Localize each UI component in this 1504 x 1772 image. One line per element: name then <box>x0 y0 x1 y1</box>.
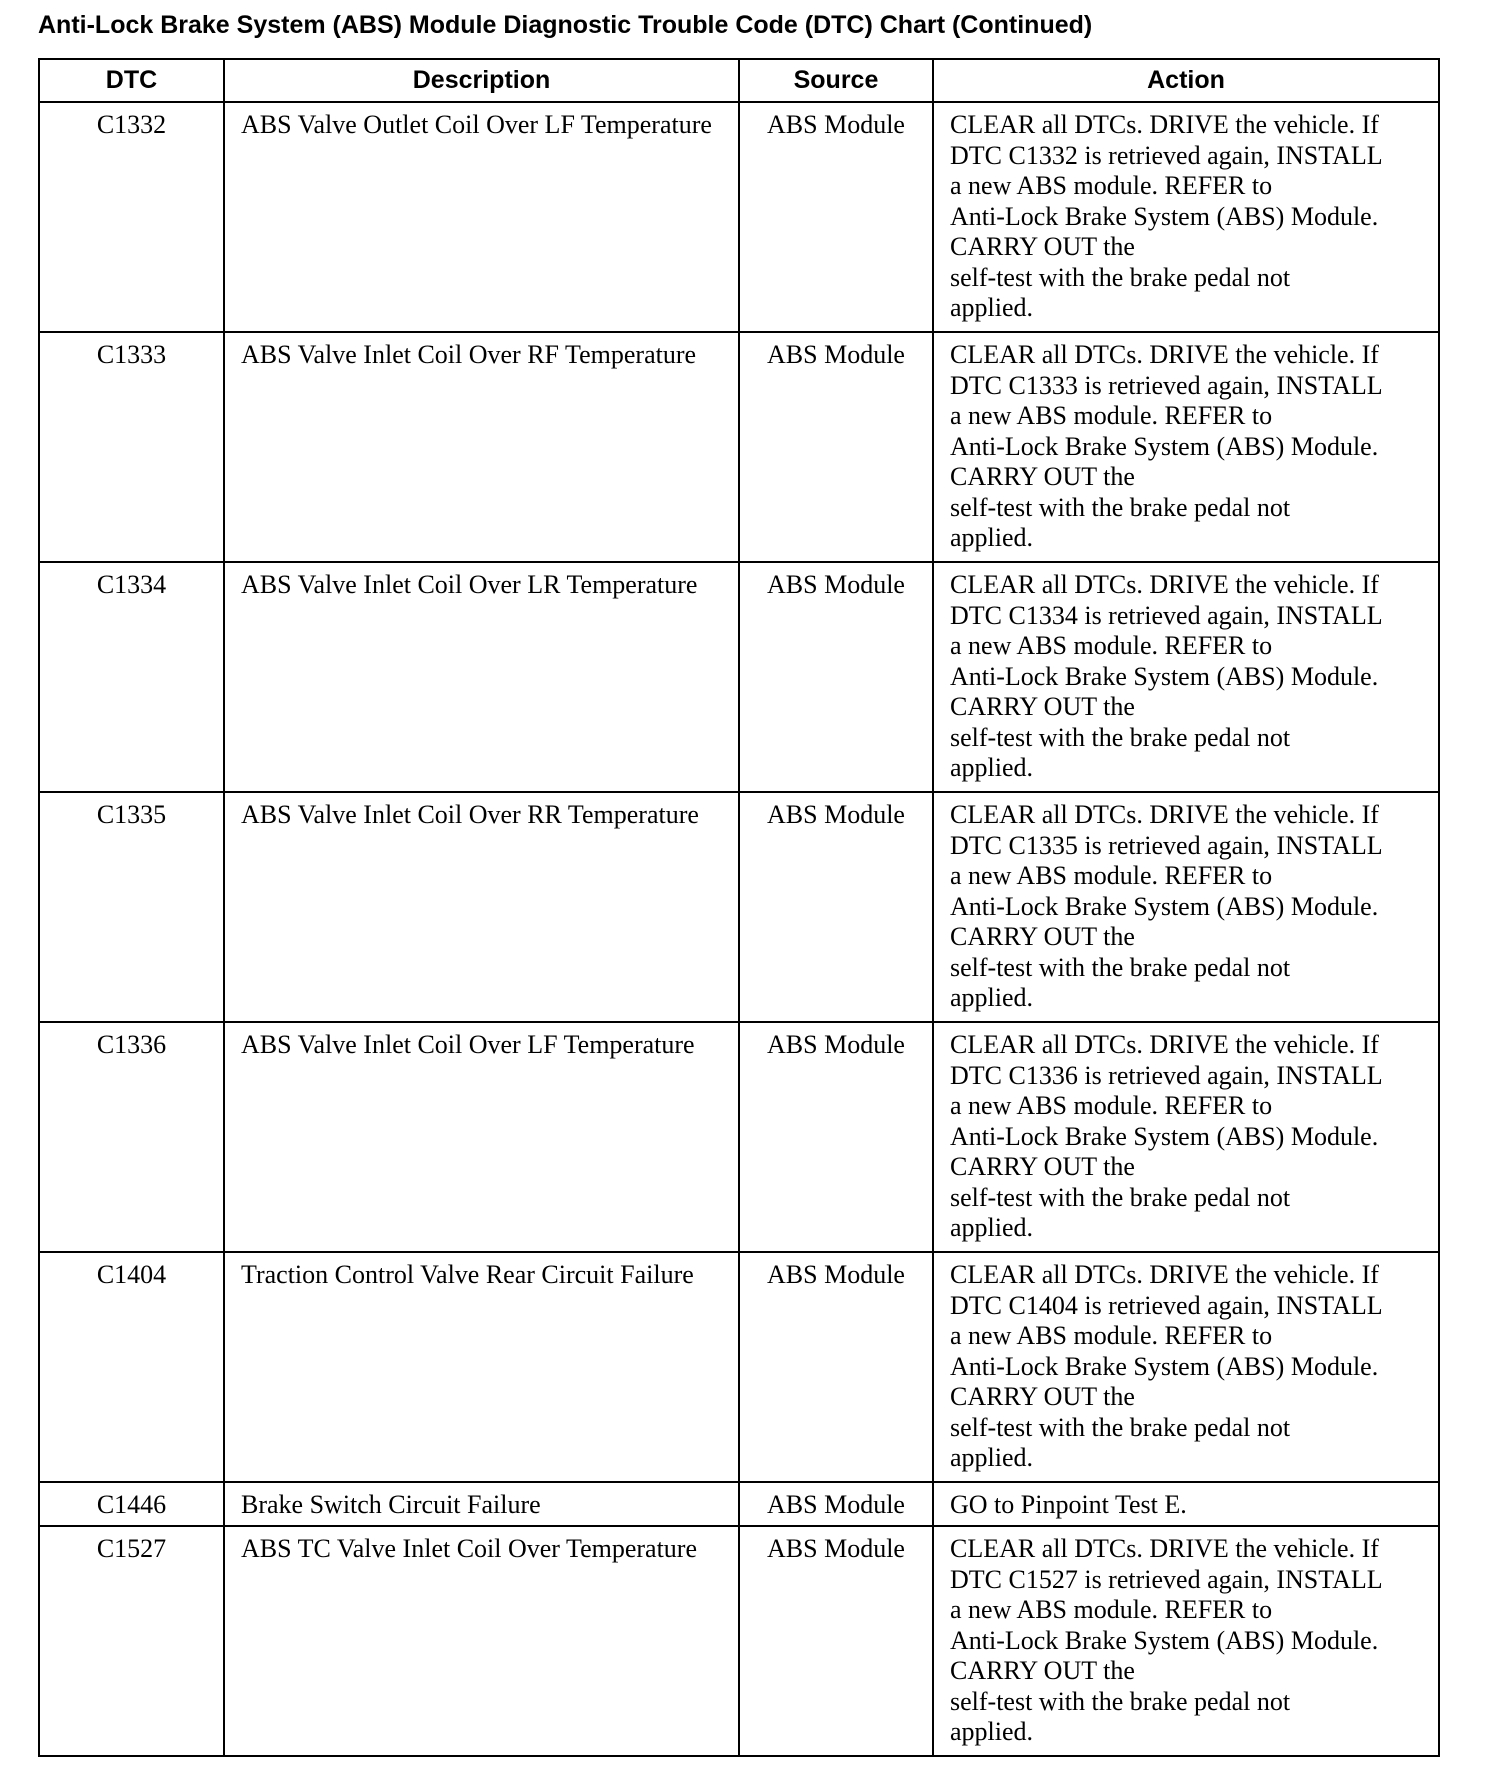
action-line: DTC C1334 is retrieved again, INSTALL <box>950 600 1383 630</box>
description-cell: ABS Valve Outlet Coil Over LF Temperature <box>224 102 739 332</box>
action-line: DTC C1404 is retrieved again, INSTALL <box>950 1290 1383 1320</box>
action-line: a new ABS module. REFER to <box>950 171 1273 200</box>
description-cell: Brake Switch Circuit Failure <box>224 1482 739 1526</box>
action-line: CARRY OUT the <box>950 232 1135 261</box>
table-row <box>39 562 1439 792</box>
action-line: Anti-Lock Brake System (ABS) Module. <box>950 1351 1379 1381</box>
dtc-code-cell: C1332 <box>39 102 224 332</box>
action-line: Anti-Lock Brake System (ABS) Module. <box>950 1625 1379 1655</box>
dtc-code-cell: C1335 <box>39 792 224 1022</box>
header-dtc: DTC <box>39 59 224 102</box>
action-line: CARRY OUT the <box>950 692 1135 721</box>
description-cell: ABS TC Valve Inlet Coil Over Temperature <box>224 1526 739 1756</box>
action-line: CARRY OUT the <box>950 1382 1135 1411</box>
source-cell: ABS Module <box>739 1482 933 1526</box>
action-line: a new ABS module. REFER to <box>950 861 1273 890</box>
action-line: CLEAR all DTCs. DRIVE the vehicle. If <box>950 800 1379 829</box>
action-line: CARRY OUT the <box>950 462 1135 491</box>
action-line: DTC C1336 is retrieved again, INSTALL <box>950 1060 1383 1090</box>
table-row <box>39 332 1439 562</box>
action-line: self-test with the brake pedal not <box>950 262 1291 292</box>
action-line: CARRY OUT the <box>950 1152 1135 1181</box>
action-line: a new ABS module. REFER to <box>950 1321 1273 1350</box>
action-line: CARRY OUT the <box>950 1656 1135 1685</box>
action-line: applied. <box>950 293 1034 322</box>
description-cell: ABS Valve Inlet Coil Over LR Temperature <box>224 562 739 792</box>
action-line: a new ABS module. REFER to <box>950 631 1273 660</box>
action-line: Anti-Lock Brake System (ABS) Module. <box>950 201 1379 231</box>
action-line: CARRY OUT the <box>950 922 1135 951</box>
table-row <box>39 102 1439 332</box>
action-cell <box>933 1022 1439 1252</box>
action-line: applied. <box>950 1717 1034 1746</box>
action-cell <box>933 1252 1439 1482</box>
action-cell <box>933 562 1439 792</box>
action-line: CLEAR all DTCs. DRIVE the vehicle. If <box>950 1534 1379 1563</box>
action-line: self-test with the brake pedal not <box>950 1686 1291 1716</box>
action-line: DTC C1527 is retrieved again, INSTALL <box>950 1564 1383 1594</box>
action-cell <box>933 1526 1439 1756</box>
table-row <box>39 1252 1439 1482</box>
dtc-code-cell: C1334 <box>39 562 224 792</box>
description-cell: ABS Valve Inlet Coil Over RR Temperature <box>224 792 739 1022</box>
source-cell: ABS Module <box>739 792 933 1022</box>
source-cell: ABS Module <box>739 1022 933 1252</box>
description-cell: ABS Valve Inlet Coil Over LF Temperature <box>224 1022 739 1252</box>
table-row <box>39 792 1439 1022</box>
action-line: CLEAR all DTCs. DRIVE the vehicle. If <box>950 1030 1379 1059</box>
action-line: Anti-Lock Brake System (ABS) Module. <box>950 1121 1379 1151</box>
action-line: CLEAR all DTCs. DRIVE the vehicle. If <box>950 110 1379 139</box>
dtc-table <box>38 58 1440 1757</box>
action-line: applied. <box>950 1443 1034 1472</box>
action-line: DTC C1332 is retrieved again, INSTALL <box>950 140 1383 170</box>
action-line: DTC C1333 is retrieved again, INSTALL <box>950 370 1383 400</box>
dtc-code-cell: C1527 <box>39 1526 224 1756</box>
action-line: DTC C1335 is retrieved again, INSTALL <box>950 830 1383 860</box>
action-line: a new ABS module. REFER to <box>950 1595 1273 1624</box>
action-line: a new ABS module. REFER to <box>950 401 1273 430</box>
source-cell: ABS Module <box>739 332 933 562</box>
table-row <box>39 1022 1439 1252</box>
action-line: applied. <box>950 523 1034 552</box>
action-line: applied. <box>950 1213 1034 1242</box>
dtc-code-cell: C1446 <box>39 1482 224 1526</box>
action-cell <box>933 792 1439 1022</box>
table-row <box>39 1526 1439 1756</box>
dtc-code-cell: C1333 <box>39 332 224 562</box>
action-line: Anti-Lock Brake System (ABS) Module. <box>950 661 1379 691</box>
header-description: Description <box>224 59 739 102</box>
action-line: self-test with the brake pedal not <box>950 1182 1291 1212</box>
source-cell: ABS Module <box>739 102 933 332</box>
action-line: CLEAR all DTCs. DRIVE the vehicle. If <box>950 340 1379 369</box>
description-cell: ABS Valve Inlet Coil Over RF Temperature <box>224 332 739 562</box>
action-line: self-test with the brake pedal not <box>950 952 1291 982</box>
action-line: a new ABS module. REFER to <box>950 1091 1273 1120</box>
action-cell <box>933 332 1439 562</box>
header-action: Action <box>933 59 1439 102</box>
action-line: applied. <box>950 753 1034 782</box>
table-body <box>39 102 1439 1756</box>
source-cell: ABS Module <box>739 1526 933 1756</box>
action-cell <box>933 1482 1439 1526</box>
action-line: self-test with the brake pedal not <box>950 492 1291 522</box>
action-line: applied. <box>950 983 1034 1012</box>
page-title: Anti-Lock Brake System (ABS) Module Diagnostic Trouble Code (DTC) Chart (Continued) <box>38 11 1093 39</box>
table-header-row <box>39 59 1439 102</box>
dtc-code-cell: C1404 <box>39 1252 224 1482</box>
source-cell: ABS Module <box>739 562 933 792</box>
source-cell: ABS Module <box>739 1252 933 1482</box>
table-row <box>39 1482 1439 1526</box>
dtc-code-cell: C1336 <box>39 1022 224 1252</box>
action-line: GO to Pinpoint Test E. <box>950 1490 1187 1519</box>
action-line: Anti-Lock Brake System (ABS) Module. <box>950 891 1379 921</box>
action-line: self-test with the brake pedal not <box>950 722 1291 752</box>
action-cell <box>933 102 1439 332</box>
action-line: Anti-Lock Brake System (ABS) Module. <box>950 431 1379 461</box>
header-source: Source <box>739 59 933 102</box>
description-cell: Traction Control Valve Rear Circuit Failure <box>224 1252 739 1482</box>
action-line: self-test with the brake pedal not <box>950 1412 1291 1442</box>
document-page <box>38 8 1438 1757</box>
action-line: CLEAR all DTCs. DRIVE the vehicle. If <box>950 570 1379 599</box>
action-line: CLEAR all DTCs. DRIVE the vehicle. If <box>950 1260 1379 1289</box>
